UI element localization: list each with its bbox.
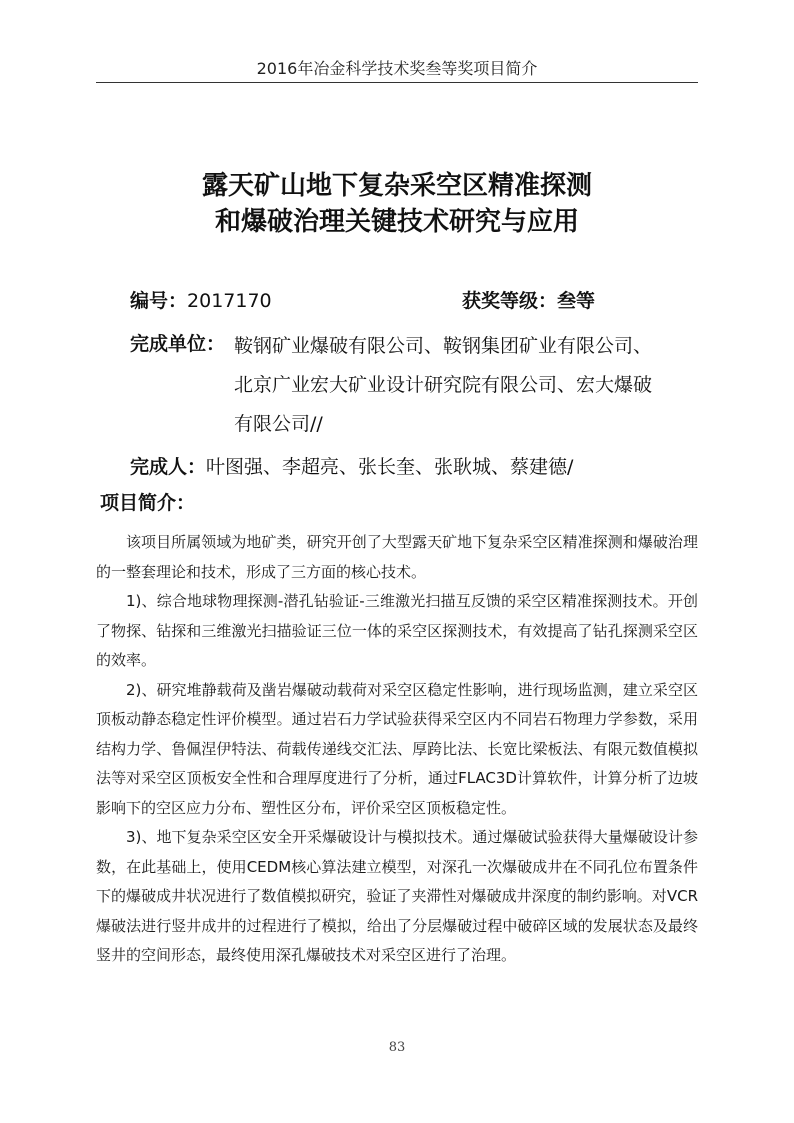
- header-divider: [96, 82, 698, 83]
- title-line-1: 露天矿山地下复杂采空区精准探测: [201, 171, 592, 201]
- completing-unit-line: 北京广业宏大矿业设计研究院有限公司、宏大爆破: [234, 374, 653, 396]
- award-level-label: 获奖等级：: [462, 290, 558, 312]
- project-number-label: 编号：: [130, 290, 188, 312]
- completers-label: 完成人：: [130, 456, 207, 478]
- summary-paragraph: 1)、综合地球物理探测-潜孔钻验证-三维激光扫描互反馈的采空区精准探测技术。开创了物探、钻探和三维激光扫描验证三位一体的采空区探测技术，有效提高了钻孔探测采空区的效率。: [96, 592, 698, 669]
- summary-paragraph: 2)、研究堆静载荷及凿岩爆破动载荷对采空区稳定性影响，进行现场监测，建立采空区顶板动静态稳定性评价模型。通过岩石力学试验获得采空区内不同岩石物理力学参数，采用结构力学、鲁佩涅伊特法、荷载传递线交汇法、厚跨比法、长宽比梁板法、有限元数值模拟法等对采空区顶板安全性和合理厚度进行了分析，通过FLAC3D计算软件，计算分析了边坡影响下的空区应力分布、塑性区分布，评价采空区顶板稳定性。: [96, 680, 698, 817]
- summary-paragraph: 该项目所属领域为地矿类，研究开创了大型露天矿地下复杂采空区精准探测和爆破治理的一整套理论和技术，形成了三方面的核心技术。: [96, 533, 698, 581]
- completing-unit-label: 完成单位：: [130, 333, 226, 355]
- completing-units: [234, 327, 652, 444]
- completing-unit-line: 有限公司//: [234, 413, 323, 435]
- project-number-value: 2017170: [187, 290, 272, 312]
- completing-unit-label-row: [130, 327, 225, 361]
- page-number: 83: [388, 1040, 406, 1055]
- completers-row: [130, 450, 573, 484]
- completers-value: 叶图强、李超亮、张长奎、张耿城、蔡建德/: [206, 456, 574, 478]
- project-summary-body: [96, 528, 698, 971]
- award-level-value: 叁等: [557, 290, 596, 312]
- document-title: [96, 168, 698, 240]
- completing-unit-line: 鞍钢矿业爆破有限公司、鞍钢集团矿业有限公司、: [234, 335, 653, 357]
- title-line-2: 和爆破治理关键技术研究与应用: [214, 207, 579, 237]
- project-number-row: [130, 284, 272, 318]
- award-level-row: [462, 284, 595, 318]
- running-header: 2016年冶金科学技术奖叁等奖项目简介: [256, 59, 538, 78]
- section-title-project-summary: 项目简介：: [100, 492, 196, 514]
- summary-paragraph: 3)、地下复杂采空区安全开采爆破设计与模拟技术。通过爆破试验获得大量爆破设计参数，在此基础上，使用CEDM核心算法建立模型，对深孔一次爆破成井在不同孔位布置条件下的爆破成井状况进行了数值模拟研究，验证了夹滞性对爆破成井深度的制约影响。对VCR爆破法进行竖井成井的过程进行了模拟，给出了分层爆破过程中破碎区域的发展状态及最终竖井的空间形态，最终使用深孔爆破技术对采空区进行了治理。: [96, 828, 698, 964]
